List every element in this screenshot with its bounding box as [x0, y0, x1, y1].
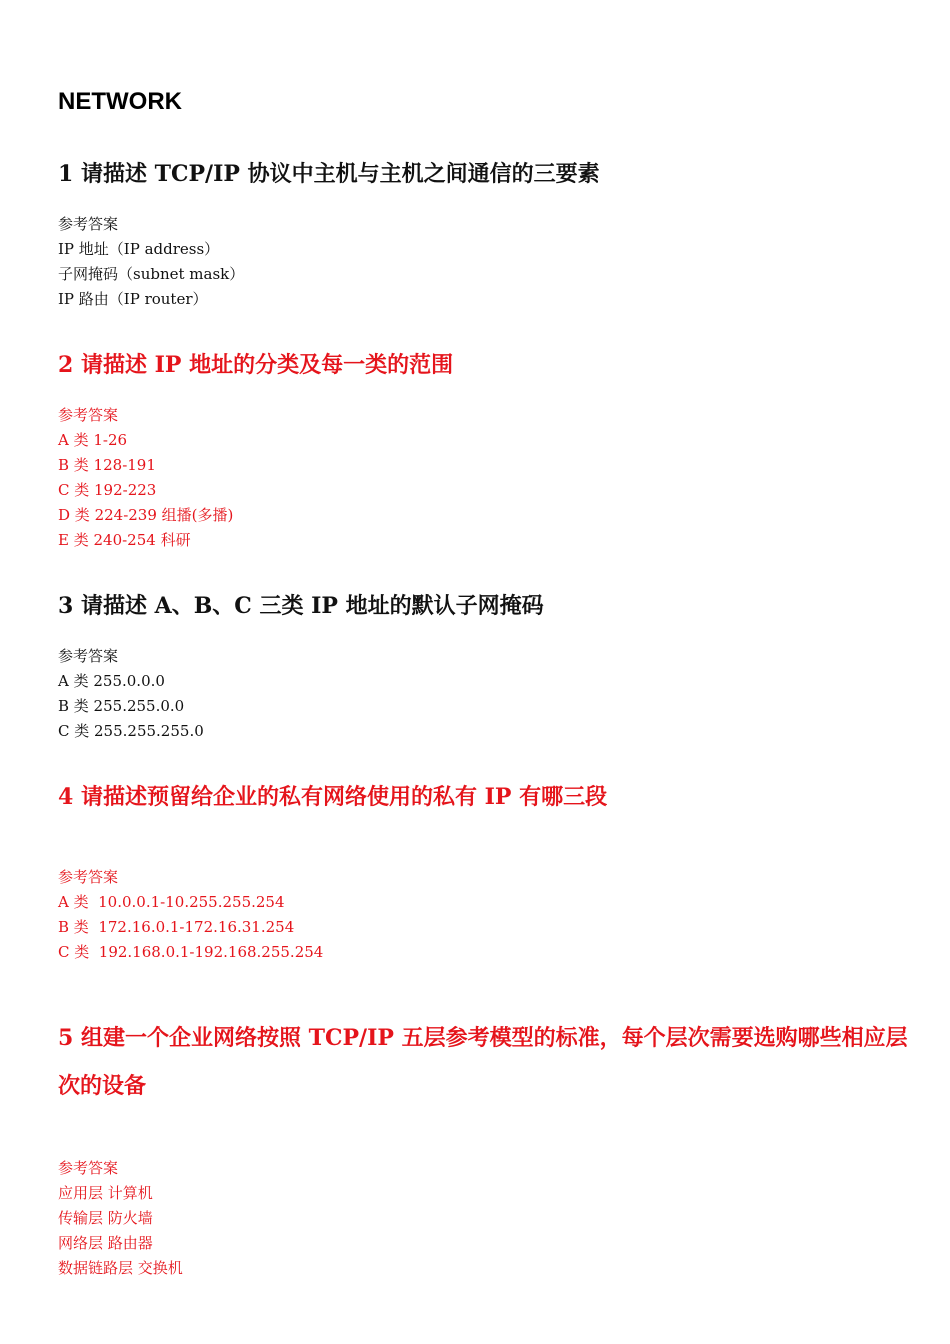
answer-line: E 类 240-254 科研 — [58, 531, 191, 549]
answer-line: D 类 224-239 组播(多播) — [58, 506, 234, 524]
question-section-4 — [58, 773, 910, 965]
answer-line: 子网掩码（subnet mask） — [58, 265, 245, 283]
answer-label: 参考答案 — [58, 868, 119, 886]
question-section-3 — [58, 582, 910, 744]
answer-label: 参考答案 — [58, 215, 119, 233]
answer-line: IP 路由（IP router） — [58, 290, 208, 308]
question-title: 4 请描述预留给企业的私有网络使用的私有 IP 有哪三段 — [58, 784, 608, 810]
page-title: NETWORK — [58, 88, 182, 115]
answer-label: 参考答案 — [58, 1159, 119, 1177]
answer-line: B 类 172.16.0.1-172.16.31.254 — [58, 918, 295, 936]
answer-block — [58, 1156, 910, 1281]
question-section-1 — [58, 150, 910, 312]
answer-label: 参考答案 — [58, 406, 119, 424]
question-section-5 — [58, 1014, 910, 1281]
answer-block — [58, 644, 910, 744]
question-title: 1 请描述 TCP/IP 协议中主机与主机之间通信的三要素 — [58, 161, 600, 187]
question-title: 5 组建一个企业网络按照 TCP/IP 五层参考模型的标准，每个层次需要选购哪些相应层次的设备 — [58, 1025, 908, 1099]
answer-line: 数据链路层 交换机 — [58, 1259, 183, 1277]
answer-line: IP 地址（IP address） — [58, 240, 220, 258]
answer-line: A 类 255.0.0.0 — [58, 672, 165, 690]
answer-line: B 类 255.255.0.0 — [58, 697, 185, 715]
question-section-2 — [58, 341, 910, 553]
answer-line: B 类 128-191 — [58, 456, 156, 474]
answer-block — [58, 212, 910, 312]
answer-line: A 类 10.0.0.1-10.255.255.254 — [58, 893, 285, 911]
answer-line: C 类 192.168.0.1-192.168.255.254 — [58, 943, 324, 961]
answer-line: 传输层 防火墙 — [58, 1209, 153, 1227]
answer-block — [58, 865, 910, 965]
answer-line: 网络层 路由器 — [58, 1234, 153, 1252]
answer-line: A 类 1-26 — [58, 431, 128, 449]
answer-line: C 类 192-223 — [58, 481, 157, 499]
answer-line: 应用层 计算机 — [58, 1184, 153, 1202]
question-title: 3 请描述 A、B、C 三类 IP 地址的默认子网掩码 — [58, 593, 544, 619]
question-title: 2 请描述 IP 地址的分类及每一类的范围 — [58, 352, 454, 378]
answer-line: C 类 255.255.255.0 — [58, 722, 204, 740]
answer-label: 参考答案 — [58, 647, 119, 665]
answer-block — [58, 403, 910, 553]
